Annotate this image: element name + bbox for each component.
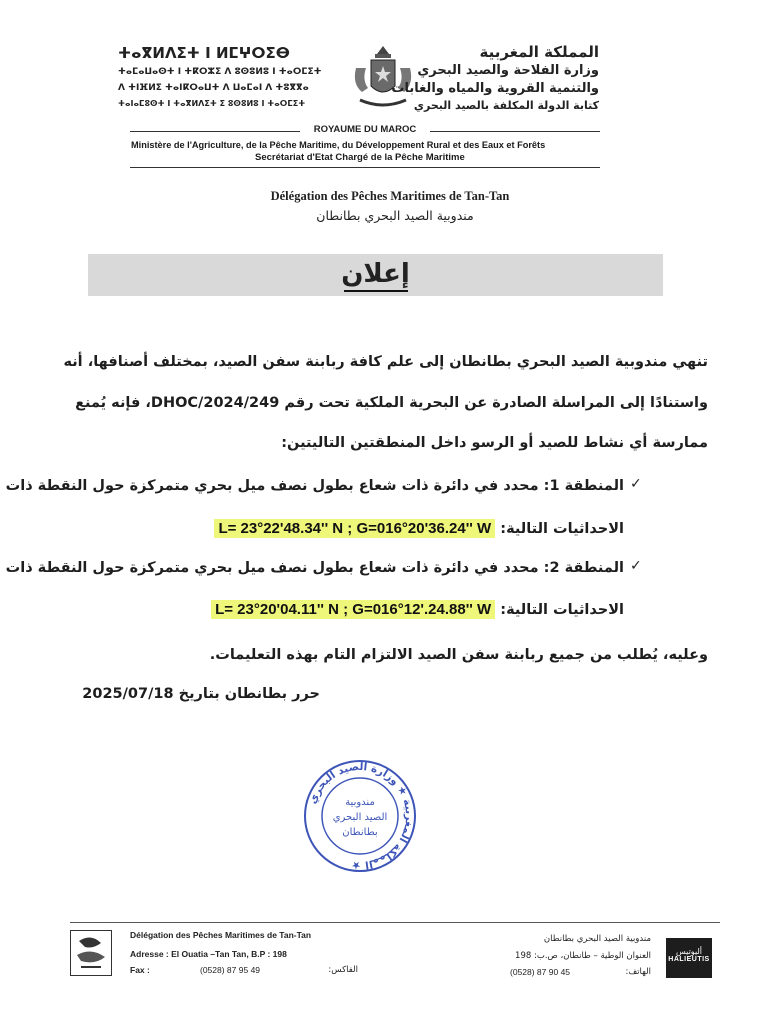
footer-left-address: Adresse : El Ouatia –Tan Tan, B.P : 198: [130, 949, 287, 959]
secretariat-name: Secrétariat d'Etat Chargé de la Pêche Maritime: [255, 152, 465, 163]
stamp-ring-text: المملكة المغربية ★ وزارة الصيد البحري ★: [306, 760, 416, 872]
footer-left-title: Délégation des Pêches Maritimes de Tan-Tan: [130, 930, 312, 940]
ministry-logo-icon: [71, 931, 111, 975]
tifinagh-line: ⵜⴰⴳⵍⴷⵉⵜ ⵏ ⵍⵎⵖⵔⵉⴱ: [118, 44, 290, 62]
delegation-name-fr: Délégation des Pêches Maritimes de Tan-Tan: [270, 189, 510, 203]
footer-right-phone-label: الهاتف:: [625, 967, 651, 977]
footer-right-phone: (0528) 87 90 45: [510, 967, 571, 977]
footer-left-fax-label: Fax :: [130, 965, 150, 975]
document-title: إعلان: [341, 259, 410, 289]
closing-sentence: وعليه، يُطلب من جميع ربابنة سفن الصيد الالتزام التام بهذه التعليمات.: [209, 647, 708, 663]
zone1-coordinates-row: [64, 518, 624, 538]
date-line: حرر بطانطان بتاريخ 2025/07/18: [82, 686, 320, 702]
secretariat-divider: [130, 167, 600, 168]
zone2-coordinates-label: الاحداثيات التالية:: [500, 602, 624, 618]
tifinagh-line: ⴷ ⵜⵏⴼⵍⵉ ⵜⴰⵏⴽⵔⴰⵡⵜ ⴷ ⵡⴰⵎⴰⵏ ⴷ ⵜⵓⴳⴳⴰ: [118, 83, 309, 93]
footer-left-logo: [70, 930, 112, 976]
stamp-center-line: بطانطان: [342, 827, 378, 838]
ministry-name: Ministère de l'Agriculture, de la Pêche Maritime, du Développement Rural et des Eaux et Forêts: [131, 140, 546, 150]
tifinagh-header: [118, 42, 348, 112]
arabic-header-line: وزارة الفلاحة والصيد البحري: [417, 63, 599, 78]
kingdom-title: ROYAUME DU MAROC: [300, 124, 430, 135]
zone1-coordinates: L= 23°22'48.34'' N ; G=016°20'36.24'' W: [214, 519, 495, 538]
zone2-description: المنطقة 2: محدد في دائرة ذات شعاع بطول نصف ميل بحري متمركزة حول النقطة ذات: [5, 560, 624, 576]
tifinagh-line: ⵜⴰⵎⴰⵡⴰⵙⵜ ⵏ ⵜⴽⵔⵣⵉ ⴷ ⵓⵙⵓⵍⵓ ⵏ ⵜⴰⵔⵎⵉⵜ: [118, 67, 322, 77]
body-line-1: تنهي مندوبية الصيد البحري بطانطان إلى علم كافة ربابنة سفن الصيد، بمختلف أصنافها، أنه: [63, 354, 708, 370]
halieutis-logo: [666, 938, 712, 978]
halieutis-logo-ar: أليوتيس: [675, 947, 703, 956]
zone1-coordinates-label: الاحداثيات التالية:: [500, 521, 624, 537]
zone2-coordinates: L= 23°20'04.11'' N ; G=016°12'.24.88'' W: [211, 600, 495, 619]
zone2-coordinates-row: [64, 599, 624, 619]
halieutis-logo-text: HALIEUTIS: [668, 956, 710, 963]
arabic-header-line: المملكة المغربية: [479, 43, 599, 61]
footer-divider: [70, 922, 720, 923]
tifinagh-line: ⵜⴰⵏⴰⵎⵓⵙⵜ ⵏ ⵜⴰⴳⵍⴷⵉⵜ ⵉ ⵓⵙⵓⵍⵓ ⵏ ⵜⴰⵔⵎⵉⵜ: [118, 99, 306, 108]
stamp-center-line: الصيد البحري: [332, 812, 388, 823]
body-line-2: واستنادًا إلى المراسلة الصادرة عن البحرية الملكية تحت رقم 249/DHOC/2024، فإنه يُمنع: [75, 395, 708, 411]
footer-left-fax: (0528) 87 95 49: [200, 965, 261, 975]
official-stamp: [302, 758, 418, 874]
arabic-header: [369, 42, 599, 114]
arabic-header-line: والتنمية القروية والمياه والغابات: [391, 81, 599, 96]
delegation-name-ar: مندوبية الصيد البحري بطانطان: [316, 208, 474, 223]
stamp-center-line: مندوبية: [345, 797, 375, 808]
body-line-3: ممارسة أي نشاط للصيد أو الرسو داخل المنطقتين التاليتين:: [281, 435, 708, 451]
arabic-header-line: كتابة الدولة المكلفة بالصيد البحري: [413, 99, 599, 112]
stamp-seal-icon: [302, 758, 418, 874]
footer-right-title: مندوبية الصيد البحري بطانطان: [543, 934, 651, 944]
checkmark-icon: ✓: [630, 558, 642, 574]
footer-right-address: العنوان الوطية – طانطان، ص.ب: 198: [515, 951, 651, 961]
title-underline: [344, 290, 408, 292]
zone1-description: المنطقة 1: محدد في دائرة ذات شعاع بطول نصف ميل بحري متمركزة حول النقطة ذات: [5, 478, 624, 494]
checkmark-icon: ✓: [630, 476, 642, 492]
footer-fax-ar-label: الفاكس:: [328, 965, 358, 975]
